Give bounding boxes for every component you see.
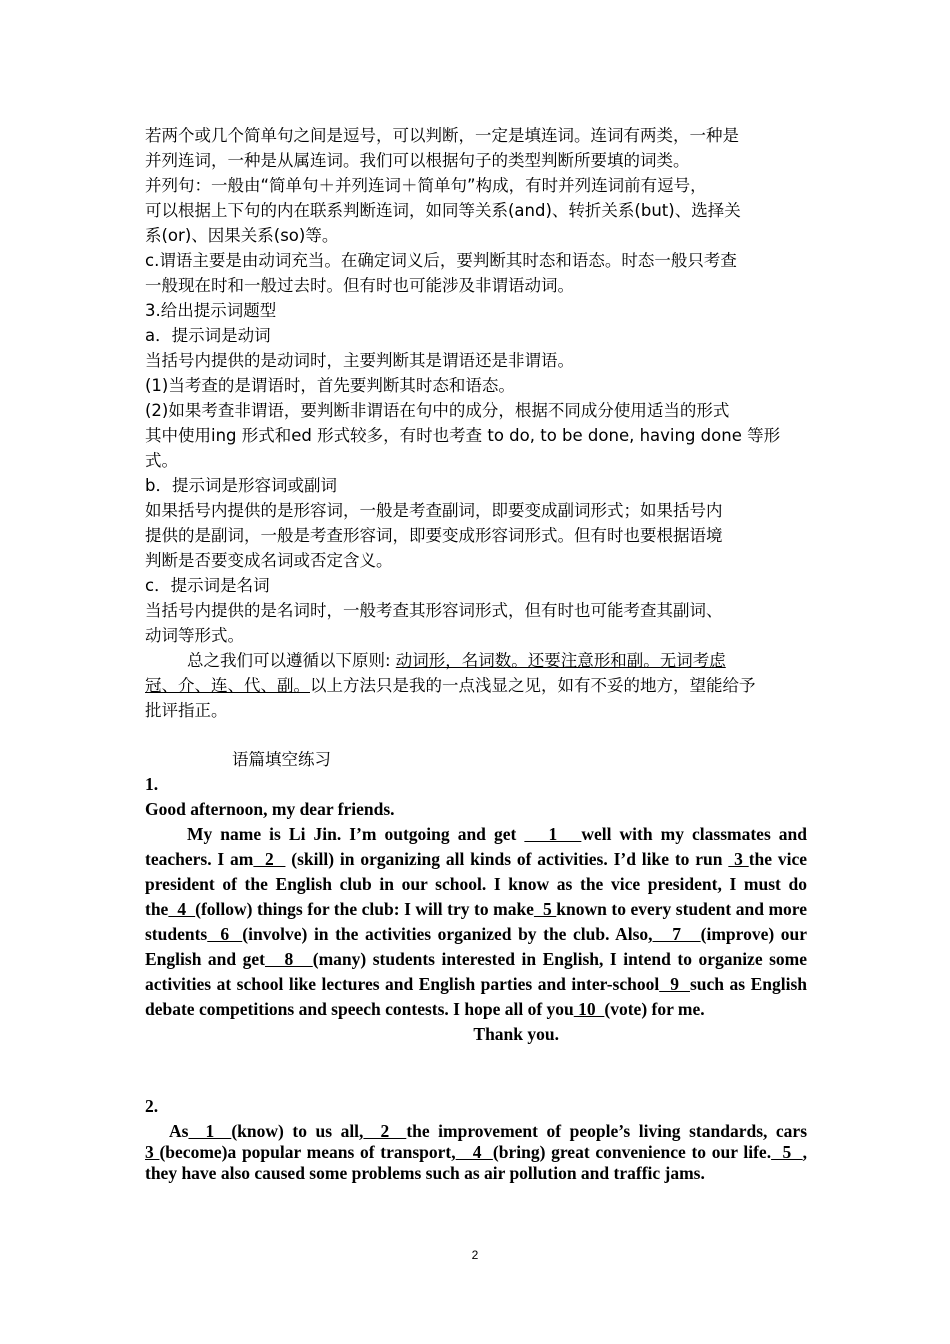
passage-text: (become)a popular means of transport, [159,1142,456,1162]
page-number: 2 [471,1248,479,1262]
passage-text: (improve) our English and get [145,924,807,969]
passage-text: , they have also caused some problems such as air pollution and traffic jams. [145,1142,808,1183]
strategy-line: 当括号内提供的是名词时，一般考查其形容词形式，但有时也可能考查其副词、 [145,601,723,620]
answer-blank: 2 [253,849,286,869]
passage-text: (involve) in the activities organized by the club. Also, [242,924,653,944]
passage-text: (know) to us all, [231,1121,364,1141]
strategy-line: 3.给出提示词题型 [145,301,277,320]
passage-2-number: 2. [145,1096,159,1116]
strategy-line: 一般现在时和一般过去时。但有时也可能涉及非谓语动词。 [145,276,574,295]
passage-text: (bring) great convenience to our life. [492,1142,772,1162]
passage-text: well with my classmates and teachers. I am [145,824,808,869]
strategy-line: 可以根据上下句的内在联系判断连词，如同等关系(and)、转折关系(but)、选择关 [145,201,741,220]
answer-blank: 8 [264,949,313,969]
passage-text: (many) students interested in English, I intend to organize some activities at school like lectures and English parties and inter-school [145,949,807,994]
strategy-line: 当括号内提供的是动词时，主要判断其是谓语还是非谓语。 [145,351,574,370]
answer-blank: 1 [524,824,582,844]
answer-blank: 3 [728,849,749,869]
strategy-line: a．提示词是动词 [145,326,271,345]
strategy-line: 并列连词，一种是从属连词。我们可以根据句子的类型判断所要填的词类。 [145,151,690,170]
passage-text: the vice president of the English club in our school. I know as the vice president, I must do the [145,849,808,919]
strategy-section [145,123,807,648]
summary-rule-cont: 冠、介、连、代、副。 [145,676,310,695]
summary-line-3: 批评指正。 [145,701,228,720]
answer-blank: 4 [455,1142,493,1162]
passage-text: known to every student and more students [145,899,808,944]
passage-1-number: 1. [145,774,159,794]
strategy-line: b．提示词是形容词或副词 [145,476,337,495]
strategy-line: c.谓语主要是由动词充当。在确定词义后，要判断其时态和语态。时态一般只考查 [145,251,737,270]
passage-text: (vote) for me. [604,999,705,1019]
passage-text: such as English debate competitions and speech contests. I hope all of you [145,974,807,1019]
answer-blank: 2 [363,1121,407,1141]
passage-1-closing: Thank you. [473,1024,559,1044]
passage-text: As [169,1121,189,1141]
answer-blank: 10 [573,999,605,1019]
strategy-line: 其中使用ing 形式和ed 形式较多，有时也考查 to do, to be done, having done 等形 [145,426,781,445]
strategy-line: 并列句：一般由“简单句＋并列连词＋简单句”构成，有时并列连词前有逗号， [145,176,707,195]
answer-blank: 6 [207,924,243,944]
passage-1-greeting: Good afternoon, my dear friends. [145,799,395,819]
summary-paragraph [145,648,807,723]
strategy-line: (2)如果考查非谓语，要判断非谓语在句中的成分，根据不同成分使用适当的形式 [145,401,730,420]
answer-blank: 9 [659,974,690,994]
passage-1 [145,772,807,1047]
answer-blank: 7 [652,924,701,944]
passage-text: (skill) in organizing all kinds of activities. I’d like to run [285,849,729,869]
summary-rule: 动词形，名词数。还要注意形和副。无词考虑 [395,651,726,670]
strategy-line: c．提示词是名词 [145,576,270,595]
answer-blank: 5 [533,899,557,919]
passage-text: My name is Li Jin. I’m outgoing and get [187,824,525,844]
strategy-line: (1)当考查的是谓语时，首先要判断其时态和语态。 [145,376,515,395]
strategy-line: 动词等形式。 [145,626,244,645]
passage-text: the improvement of people’s living standards, cars [406,1121,808,1141]
strategy-line: 式。 [145,451,178,470]
summary-line-2: 冠、介、连、代、副。以上方法只是我的一点浅显之见，如有不妥的地方，望能给予 [145,676,756,695]
answer-blank: 4 [168,899,196,919]
passage-text: (follow) things for the club: I will try to make [195,899,534,919]
answer-blank: 1 [188,1121,232,1141]
strategy-line: 判断是否要变成名词或否定含义。 [145,551,393,570]
strategy-line: 提供的是副词，一般是考查形容词，即要变成形容词形式。但有时也要根据语境 [145,526,723,545]
practice-heading: 语篇填空练习 [232,750,331,769]
strategy-line: 若两个或几个简单句之间是逗号，可以判断，一定是填连词。连词有两类，一种是 [145,126,739,145]
answer-blank: 5 [771,1142,803,1162]
answer-blank: 3 [145,1142,160,1162]
strategy-line: 如果括号内提供的是形容词，一般是考查副词，即要变成副词形式；如果括号内 [145,501,723,520]
passage-2 [145,1096,807,1184]
passage-1-body [145,822,807,1022]
strategy-line: 系(or)、因果关系(so)等。 [145,226,339,245]
passage-2-body [145,1121,807,1184]
summary-line-1: 总之我们可以遵循以下原则: 动词形，名词数。还要注意形和副。无词考虑 [145,651,726,670]
